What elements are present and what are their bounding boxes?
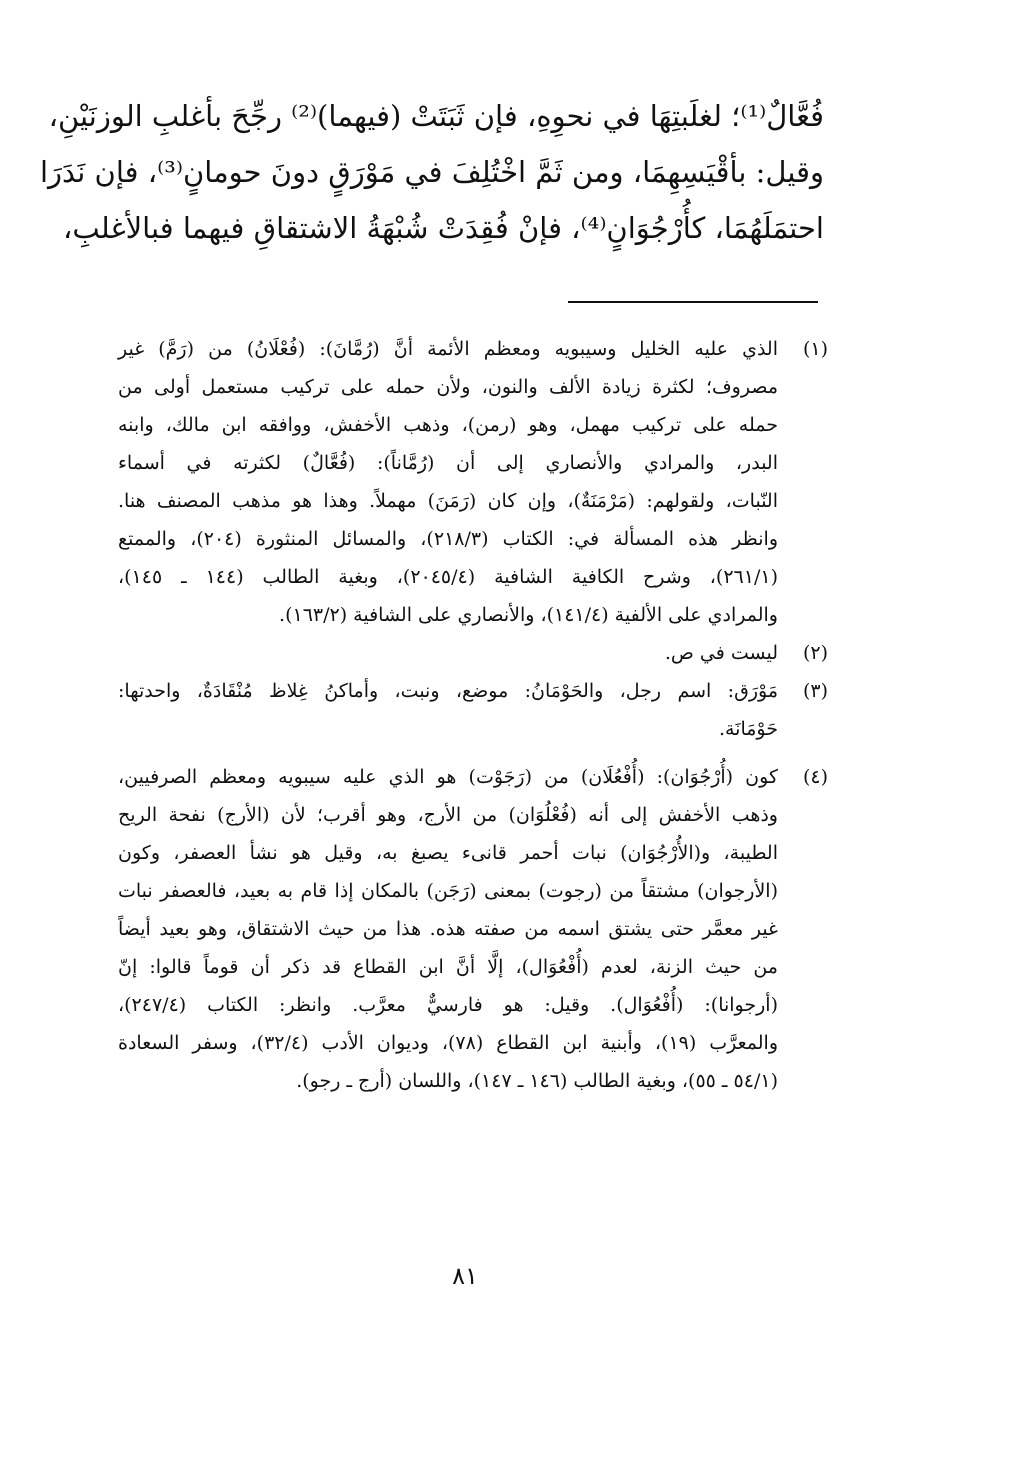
footnote-1 <box>118 330 828 634</box>
main-text <box>39 88 824 256</box>
footnote-line: مَوْرَق: اسم رجل، والحَوْمَانُ: موضع، ونبت، وأماكنُ غِلاظ مُنْقَادَةٌ، واحدتها: <box>118 680 778 702</box>
footnote-line: مصروف؛ لكثرة زيادة الألف والنون، ولأن حمله على تركيب مستعمل أولى من <box>118 376 778 398</box>
main-text-line: احتمَلَهُمَا، كأُرْجُوَانٍ⁽⁴⁾، فإنْ فُقِدَتْ شُبْهَةُ الاشتقاقِ فيهما فبالأغلبِ، <box>63 211 824 245</box>
footnote-line: الطيبة، و(الأُرْجُوَان) نبات أحمر قانىء يصبغ به، وقيل هو نشأ العصفر، وكون <box>118 842 778 864</box>
footnote-2 <box>118 634 828 672</box>
footnote-line: ليست في ص. <box>664 642 778 664</box>
footnote-line: وانظر هذه المسألة في: الكتاب (٢١٨/٣)، والمسائل المنثورة (٢٠٤)، والممتع <box>118 528 778 550</box>
footnote-line: غير معمَّر حتى يشتق اسمه من صفته هذه. هذا من حيث الاشتقاق، وهو بعيد أيضاً <box>118 918 778 940</box>
footnote-marker: (١) <box>802 338 828 360</box>
main-text-line: وقيل: بأقْيَسِهِمَا، ومن ثَمَّ اخْتُلِفَ في مَوْرَقٍ دونَ حومانٍ⁽³⁾، فإن نَدَرَا <box>39 155 824 189</box>
footnote-line: والمعرَّب (١٩)، وأبنية ابن القطاع (٧٨)، وديوان الأدب (٣٢/٤)، وسفر السعادة <box>118 1032 779 1054</box>
footnote-line: (أرجوانا): (أُفْعُوَال). وقيل: هو فارسيٌّ معرَّب. وانظر: الكتاب (٢٤٧/٤)، <box>118 994 778 1016</box>
footnote-marker: (٤) <box>802 766 828 788</box>
footnote-line: (٢٦١/١)، وشرح الكافية الشافية (٢٠٤٥/٤)، وبغية الطالب (١٤٤ ـ ١٤٥)، <box>118 566 778 588</box>
footnotes <box>118 330 828 1100</box>
footnote-line: حَوْمَانَة. <box>718 718 778 740</box>
footnote-line: البدر، والمرادي والأنصاري إلى أن (رُمَّاناً): (فُعَّالٌ) لكثرته في أسماء <box>118 452 778 474</box>
footnote-marker: (٢) <box>802 642 828 664</box>
footnote-line: وذهب الأخفش إلى أنه (فُعْلُوَان) من الأرج، وهو أقرب؛ لأن (الأرج) نفحة الريح <box>118 804 778 826</box>
footnote-line: والمرادي على الألفية (١٤١/٤)، والأنصاري على الشافية (١٦٣/٢). <box>279 604 778 626</box>
footnote-line: (الأرجوان) مشتقاً من (رجوت) بمعنى (رَجَن) بالمكان إذا قام به بعيد، فالعصفر نبات <box>118 880 778 902</box>
footnote-3 <box>118 672 828 748</box>
page-number: ٨١ <box>452 1262 478 1290</box>
footnote-line: (٥٤/١ ـ ٥٥)، وبغية الطالب (١٤٦ ـ ١٤٧)، واللسان (أرج ـ رجو). <box>296 1070 778 1092</box>
footnote-marker: (٣) <box>802 680 828 702</box>
footnote-separator <box>568 301 818 303</box>
main-text-line: فُعَّالٌ⁽¹⁾؛ لغلَبتِهَا في نحوِهِ، فإن ثَبَتَتْ (فيهما)⁽²⁾ رجِّحَ بأغلبِ الوزنَيْنِ، <box>48 99 824 133</box>
footnote-line: حمله على تركيب مهمل، وهو (رمن)، وذهب الأخفش، ووافقه ابن مالك، وابنه <box>118 414 778 436</box>
footnote-line: من حيث الزنة، لعدم (أُفْعُوَال)، إلَّا أنَّ ابن القطاع قد ذكر أن قوماً قالوا: إنّ <box>118 956 778 978</box>
footnote-4 <box>118 758 828 1100</box>
footnote-line: النّبات، ولقولهم: (مَرْمَنَةٌ)، وإن كان (رَمَنَ) مهملاً. وهذا هو مذهب المصنف هنا. <box>118 490 778 512</box>
footnote-line: كون (أُرْجُوَان): (أُفْعُلَان) من (رَجَوْت) هو الذي عليه سيبويه ومعظم الصرفيين، <box>118 766 778 788</box>
footnote-line: الذي عليه الخليل وسيبويه ومعظم الأئمة أنَّ (رُمَّانَ): (فُعْلَانُ) من (رَمَّ) غير <box>118 338 778 360</box>
